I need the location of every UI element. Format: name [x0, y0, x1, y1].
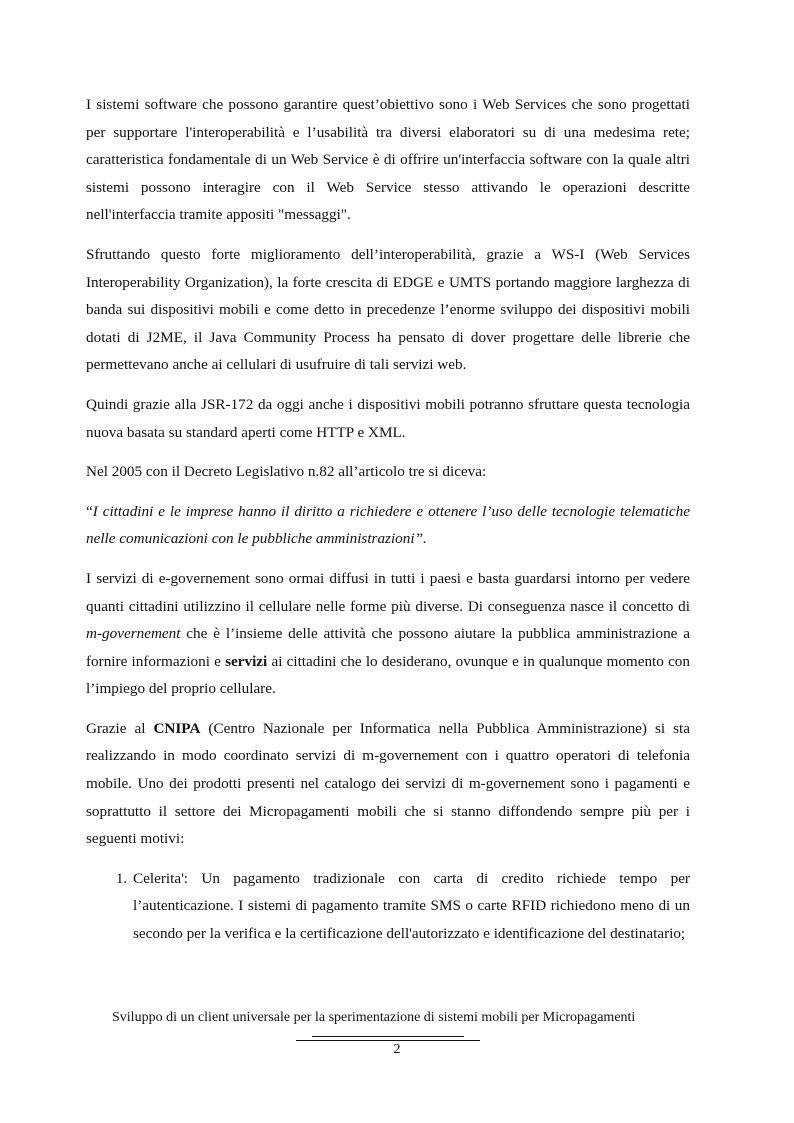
page-body [86, 91, 690, 948]
page-number: 2 [393, 1042, 401, 1057]
footer-rule-bottom [296, 1040, 480, 1041]
paragraph-jsr172: Quindi grazie alla JSR-172 da oggi anche i dispositivi mobili potranno sfruttare questa tecnologia nuova basata su standard aperti come HTTP e XML. [86, 395, 690, 441]
p6-strong: servizi [225, 652, 268, 670]
paragraph-e-governement [86, 565, 690, 703]
footer-rule-top [312, 1036, 464, 1037]
p7-text-b: (Centro Nazionale per Informatica nella Pubblica Amministrazione) si sta realizzando in modo coordinato servizi di m-governement con i quattro operatori di telefonia mobile. Uno dei prodotti presenti nel catalogo dei servizi di m-governement sono i pagamenti e soprattutto il settore dei Micropagamenti mobili che si stanno diffondendo sempre più per i seguenti motivi: [86, 719, 690, 848]
footer-title: Sviluppo di un client universale per la sperimentazione di sistemi mobili per Micropagamenti [112, 1010, 636, 1025]
p7-text-a: Grazie al [86, 719, 154, 737]
quote-text: I cittadini e le imprese hanno il diritto a richiedere e ottenere l’uso delle tecnologie telematiche nelle comunicazioni con le pubbliche amministrazioni”. [86, 502, 690, 548]
p6-text-a: I servizi di e-governement sono ormai diffusi in tutti i paesi e basta guardarsi intorno per vedere quanti cittadini utilizzino il cellulare nelle forme più diverse. Di conseguenza nasce il concetto di [86, 569, 690, 615]
quote-paragraph [86, 498, 690, 553]
list-item: 1. Celerita': Un pagamento tradizionale con carta di credito richiede tempo per l’autenticazione. I sistemi di pagamento tramite SMS o carte RFID richiedono meno di un secondo per la verifica e la certificazione dell'autorizzato e identificazione del destinatario; [131, 865, 690, 948]
p6-text-b: che è l’insieme delle attività che possono aiutare la pubblica amministrazione a fornire informazioni e [86, 625, 690, 670]
quote-open-mark: “ [86, 502, 93, 520]
p6-emphasis: m-governement [86, 625, 181, 643]
reasons-list [86, 865, 690, 948]
p7-strong: CNIPA [153, 719, 201, 737]
paragraph-interoperability: Sfruttando questo forte miglioramento dell’interoperabilità, grazie a WS-I (Web Services Interoperability Organization), la forte crescita di EDGE e UMTS portando maggiore larghezza di banda sui dispositivi mobili e come detto in precedenze l’enorme sviluppo dei dispositivi mobili dotati di J2ME, il Java Community Process ha pensato di dover progettare delle librerie che permettevano anche ai cellulari di usufruire di tali servizi web. [86, 245, 690, 374]
paragraph-decreto: Nel 2005 con il Decreto Legislativo n.82 all’articolo tre si diceva: [86, 463, 487, 481]
paragraph-web-services: I sistemi software che possono garantire quest’obiettivo sono i Web Services che sono progettati per supportare l'interoperabilità e l’usabilità tra diversi elaboratori su di una medesima rete; caratteristica fondamentale di un Web Service è di offrire un'interfaccia software con la quale altri sistemi possono interagire con il Web Service stesso attivando le operazioni descritte nell'interfaccia tramite appositi "messaggi". [86, 96, 690, 224]
paragraph-cnipa [86, 715, 690, 853]
p6-text-c: ai cittadini che lo desiderano, ovunque e in qualunque momento con l’impiego del proprio cellulare. [86, 652, 690, 698]
